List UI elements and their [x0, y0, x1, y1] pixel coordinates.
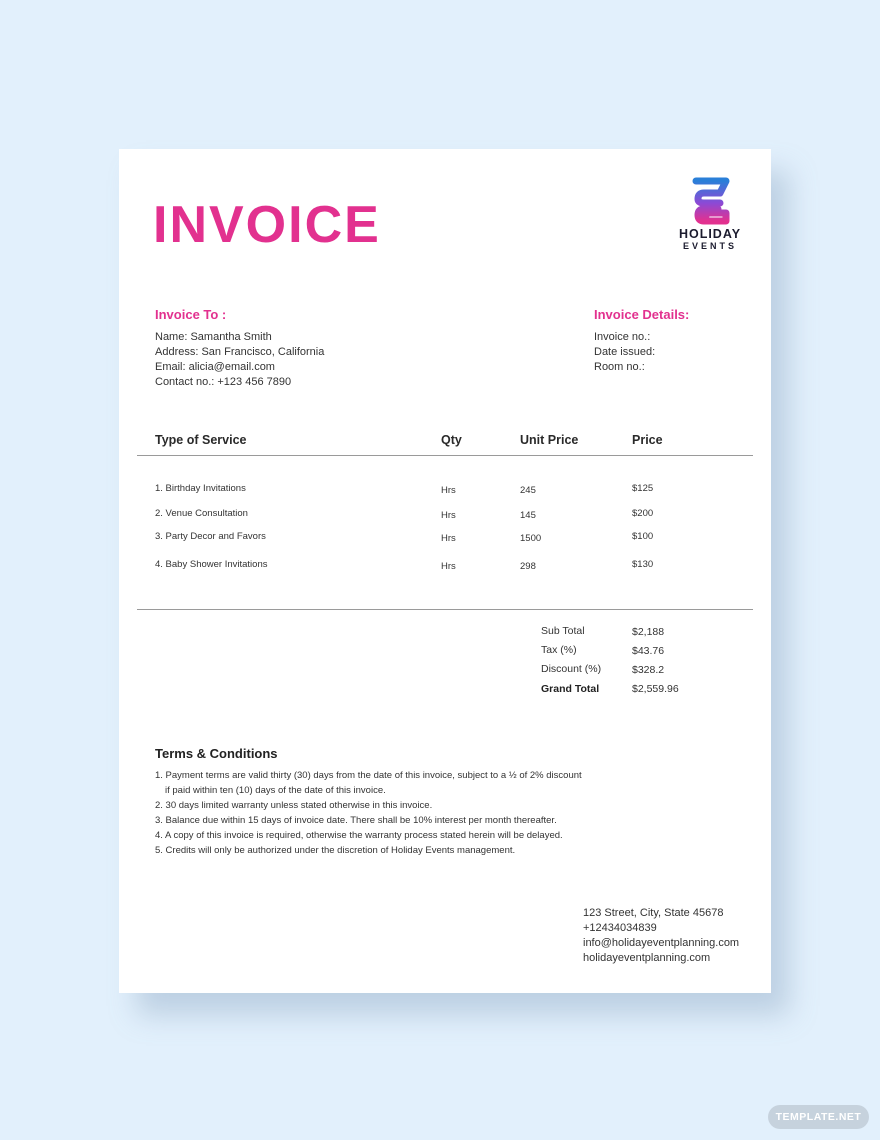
room-number: Room no.:	[594, 361, 645, 373]
terms-heading: Terms & Conditions	[155, 746, 278, 761]
invoice-details-block	[594, 330, 655, 375]
column-header-qty: Qty	[441, 433, 462, 447]
logo-mark-icon	[690, 177, 730, 225]
terms-item: 2. 30 days limited warranty unless stated otherwise in this invoice.	[155, 800, 433, 811]
company-phone: +12434034839	[583, 922, 657, 934]
column-header-service: Type of Service	[155, 433, 247, 447]
logo-text-holiday: HOLIDAY	[678, 227, 742, 241]
invoice-to-block	[155, 330, 324, 390]
invoice-title: INVOICE	[153, 196, 381, 254]
row-qty: Hrs	[441, 561, 456, 572]
holiday-events-logo	[675, 177, 745, 257]
column-header-unit-price: Unit Price	[520, 433, 579, 447]
row-qty: Hrs	[441, 510, 456, 521]
terms-list	[155, 768, 582, 858]
client-name: Name: Samantha Smith	[155, 331, 272, 343]
discount-value: $328.2	[632, 664, 665, 676]
terms-item: 1. Payment terms are valid thirty (30) days from the date of this invoice, subject to a ½ of 2% discount	[155, 770, 582, 781]
terms-item: 4. A copy of this invoice is required, otherwise the warranty process stated herein will be delayed.	[155, 830, 563, 841]
row-service: 4. Baby Shower Invitations	[155, 559, 268, 570]
company-address: 123 Street, City, State 45678	[583, 907, 724, 919]
discount-label: Discount (%)	[541, 663, 602, 675]
row-qty: Hrs	[441, 485, 456, 496]
invoice-to-heading: Invoice To :	[155, 307, 227, 322]
row-unit-price: 298	[520, 561, 536, 572]
tax-value: $43.76	[632, 645, 665, 657]
grand-total-value: $2,559.96	[632, 683, 679, 695]
subtotal-label: Sub Total	[541, 625, 585, 637]
row-unit-price: 145	[520, 510, 536, 521]
company-email: info@holidayeventplanning.com	[583, 937, 740, 949]
column-header-price: Price	[632, 433, 663, 447]
invoice-number: Invoice no.:	[594, 331, 651, 343]
terms-item: 5. Credits will only be authorized under the discretion of Holiday Events management.	[155, 845, 516, 856]
subtotal-value: $2,188	[632, 626, 665, 638]
grand-total-label: Grand Total	[541, 683, 600, 695]
row-service: 2. Venue Consultation	[155, 508, 248, 519]
row-price: $125	[632, 483, 654, 494]
company-contact-block	[583, 906, 739, 966]
logo-text-events: EVENTS	[682, 241, 737, 251]
row-service: 1. Birthday Invitations	[155, 483, 246, 494]
company-website: holidayeventplanning.com	[583, 952, 711, 964]
table-footer-divider	[137, 609, 753, 610]
template-net-badge[interactable]: TEMPLATE.NET	[768, 1105, 869, 1129]
row-unit-price: 245	[520, 485, 536, 496]
invoice-details-heading: Invoice Details:	[594, 307, 690, 322]
terms-item-continuation: if paid within ten (10) days of the date of this invoice.	[165, 785, 386, 796]
client-contact: Contact no.: +123 456 7890	[155, 376, 292, 388]
row-unit-price: 1500	[520, 533, 542, 544]
invoice-document	[119, 149, 771, 993]
date-issued: Date issued:	[594, 346, 656, 358]
tax-label: Tax (%)	[541, 644, 577, 656]
client-address: Address: San Francisco, California	[155, 346, 325, 358]
terms-item: 3. Balance due within 15 days of invoice date. There shall be 10% interest per month thereafter.	[155, 815, 557, 826]
row-qty: Hrs	[441, 533, 456, 544]
table-header-divider	[137, 455, 753, 456]
row-price: $200	[632, 508, 654, 519]
row-price: $130	[632, 559, 654, 570]
row-price: $100	[632, 531, 654, 542]
row-service: 3. Party Decor and Favors	[155, 531, 266, 542]
client-email: Email: alicia@email.com	[155, 361, 275, 373]
